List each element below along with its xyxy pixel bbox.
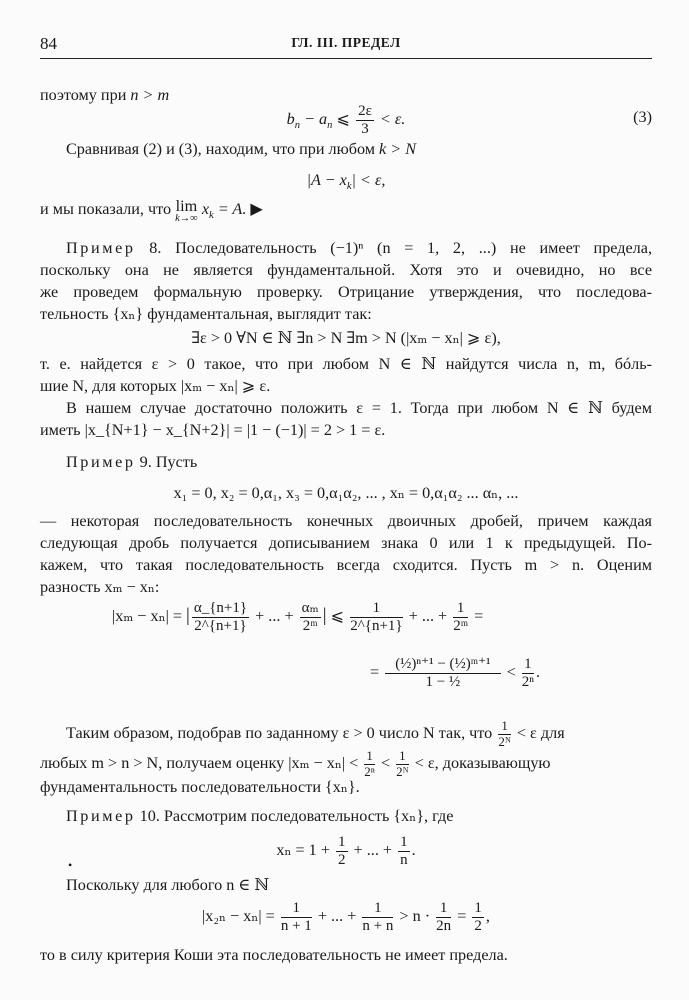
fraction-denominator: 2^{n+1} <box>350 617 403 634</box>
fraction <box>362 900 393 934</box>
text-line: т. е. найдется ε > 0 такое, что при любом N ∈ ℕ найдутся числа n, m, бóль- <box>40 355 652 373</box>
example-label: Пример <box>66 239 136 257</box>
fraction <box>192 600 249 634</box>
lim-word: lim <box>175 197 198 215</box>
fraction <box>336 834 348 868</box>
text-span: и мы показали, что <box>40 200 176 218</box>
fraction <box>364 749 375 779</box>
text-line: В нашем случае достаточно положить ε = 1. Тогда при любом N ∈ ℕ будем <box>66 399 652 417</box>
fraction-denominator: 2ᵐ <box>453 617 469 634</box>
inequality-line-2 <box>370 640 652 704</box>
fraction-denominator: 2ᵐ <box>302 617 318 634</box>
text-span: < ε для <box>512 724 565 742</box>
math-b: b <box>286 110 295 128</box>
text-span: Сравнивая (2) и (3), находим, что при любом <box>66 140 380 158</box>
fraction-denominator: 2ⁿ <box>521 673 534 690</box>
text-span: . <box>535 663 541 681</box>
math-x: x <box>197 200 210 218</box>
equation-label: (3) <box>633 108 652 126</box>
text-span: Таким образом, подобрав по заданному ε > 0 число N так, что <box>66 724 497 742</box>
fraction-numerator: 1 <box>362 900 393 918</box>
text-line: разность xₘ − xₙ: <box>40 578 160 596</box>
equation-4: $|A - x_k| < \varepsilon$, <box>306 171 386 193</box>
fraction-denominator: 2n <box>436 917 452 934</box>
text-span: , <box>485 907 490 925</box>
fraction-denominator: 2 <box>338 851 346 868</box>
math-abs: |A − x <box>306 171 347 189</box>
math-a: − a <box>300 110 328 128</box>
text-line: иметь |x_{N+1} − x_{N+2}| = |1 − (−1)| = 2 > 1 = ε. <box>40 421 386 439</box>
text-span: + ... + <box>404 607 452 625</box>
text-line: Поскольку для любого n ∈ ℕ <box>66 876 270 894</box>
formula: x₁ = 0, x₂ = 0,α₁, x₃ = 0,α₁α₂, ... , xₙ = 0,α₁α₂ ... αₙ, ... <box>173 484 519 502</box>
equation-3: $b_n - a_n$ ⩽ $\frac{2\varepsilon}{3}$ < ε. <box>286 103 406 137</box>
text-line: кажем, что такая последовательность всегда сходится. Пусть m > n. Оценим <box>40 556 652 574</box>
text-line: фундаментальность последовательности {xₙ}. <box>40 778 360 796</box>
fraction-denominator: 2ᴺ <box>498 733 511 749</box>
fraction <box>436 900 451 934</box>
fraction-numerator: 1 <box>338 834 346 851</box>
page-number: 84 <box>40 34 57 53</box>
example-label: Пример <box>66 453 136 471</box>
fraction <box>350 600 402 634</box>
text-span: + ... + <box>349 841 397 859</box>
text-span: = <box>453 907 471 925</box>
math-abs: |xₘ − xₙ| = <box>112 607 187 625</box>
fraction <box>522 656 534 690</box>
fraction <box>453 600 468 634</box>
text-span: < <box>376 754 395 772</box>
example-8-line <box>66 237 652 259</box>
formula <box>40 894 652 938</box>
fraction-denominator: 2ⁿ <box>364 763 375 779</box>
text-span: 10. Рассмотрим последовательность {xₙ}, где <box>135 807 454 825</box>
page-header <box>40 34 652 56</box>
example-10-line <box>66 805 652 827</box>
math-inline: k > N <box>379 140 417 158</box>
text-span: 8. Последовательность (−1)ⁿ (n = 1, 2, ...) не имеет предела, <box>135 239 652 257</box>
fraction-denominator: 3 <box>361 120 369 137</box>
text-span: 9. Пусть <box>135 453 198 471</box>
text-span: . <box>411 841 416 859</box>
fraction <box>356 103 374 137</box>
text-span: + ... + <box>313 907 361 925</box>
text-line: шие N, для которых |xₘ − xₙ| ⩾ ε. <box>40 377 271 395</box>
fraction-numerator: 1 <box>453 600 468 618</box>
fraction-numerator: (½)ⁿ⁺¹ − (½)ᵐ⁺¹ <box>385 656 500 674</box>
running-head: ГЛ. III. ПРЕДЕЛ <box>291 35 401 50</box>
fraction <box>396 749 409 779</box>
fraction-numerator: 1 <box>400 834 408 851</box>
text-line: — некоторая последовательность конечных двоичных дробей, причем каждая <box>40 512 652 530</box>
fraction <box>472 900 484 934</box>
text-line <box>66 718 652 749</box>
lim-subscript: k→∞ <box>175 213 198 225</box>
fraction-denominator: n + n <box>362 917 394 934</box>
stray-dot: • <box>68 858 73 872</box>
fraction-numerator: 1 <box>281 900 312 918</box>
text-span: > n · <box>395 907 435 925</box>
math-inline: n > m <box>130 86 170 104</box>
fraction-denominator: 2^{n+1} <box>194 617 247 634</box>
fraction-denominator: 2ᴺ <box>396 763 409 779</box>
fraction <box>398 834 410 868</box>
formula <box>40 828 652 872</box>
fraction-numerator: 1 <box>396 749 409 764</box>
text-span: ⩽ <box>326 607 349 625</box>
fraction-numerator: 1 <box>522 656 534 674</box>
fraction-numerator: 1 <box>498 719 511 734</box>
inequality-line-1: |xₘ − xₙ| = | $\frac{\alpha\_\{n+1\}}{2\^{}\{n+1\}}$ + ... + $\frac{\text{αₘ}}{\text{2ᵐ}}$ | ⩽ $\frac{1}{2\^{}\{n+1\}}$ + ... + $\frac{1}{\text{2ᵐ}}$ = <box>112 600 484 634</box>
text-span: + ... + <box>251 607 298 625</box>
text-span: |x₂ₙ − xₙ| = <box>202 907 279 925</box>
fraction-numerator: 1 <box>364 749 375 764</box>
text-line: поскольку она не является фундаментальной. Хотя это и очевидно, но все <box>40 261 652 279</box>
math-abs-end: | < ε, <box>351 171 386 189</box>
text-line: и мы показали, что lim k→∞ $x_k = A$. ▶ <box>40 197 263 225</box>
fraction-numerator: 2ε <box>358 103 372 120</box>
text-line: то в силу критерия Коши эта последовательность не имеет предела. <box>40 946 508 964</box>
text-span: любых m > n > N, получаем оценку |xₘ − xₙ| < <box>40 754 363 772</box>
fraction-numerator: αₘ <box>301 600 319 617</box>
text-span: < ε, доказывающую <box>410 754 551 772</box>
text-line <box>40 748 652 779</box>
text-span: < <box>502 663 520 681</box>
header-rule <box>40 58 652 59</box>
fraction <box>300 600 321 634</box>
fraction-numerator: 1 <box>350 600 402 618</box>
fraction-numerator: 1 <box>474 900 482 917</box>
fraction-denominator: n <box>400 851 408 868</box>
fraction <box>385 656 500 690</box>
fraction <box>498 719 511 749</box>
math-tail: = A. ▶ <box>213 200 263 218</box>
text-span: = <box>470 607 484 625</box>
text-line <box>66 138 652 160</box>
text-line: тельность {xₙ} фундаментальная, выглядит так: <box>40 305 372 323</box>
example-9-line <box>66 451 652 473</box>
text-span: = <box>370 663 384 681</box>
fraction <box>281 900 312 934</box>
fraction-numerator: 1 <box>436 900 451 918</box>
math-tail: < ε. <box>375 110 406 128</box>
text-line: следующая дробь получается дописыванием знака 0 или 1 к предыдущей. По- <box>40 534 652 552</box>
text-span: xₙ = 1 + <box>276 841 334 859</box>
fraction-denominator: 1 − ½ <box>425 673 461 690</box>
fraction-denominator: 2 <box>474 917 482 934</box>
example-label: Пример <box>66 807 136 825</box>
limit-operator <box>175 198 198 225</box>
fraction-denominator: n + 1 <box>280 917 312 934</box>
formula: ∃ε > 0 ∀N ∈ ℕ ∃n > N ∃m > N (|xₘ − xₙ| ⩾ ε), <box>191 329 501 347</box>
text-line: же проведем формальную проверку. Отрицание утверждения, что последова- <box>40 283 652 301</box>
text-span: поэтому при <box>40 86 131 104</box>
fraction-numerator: α_{n+1} <box>193 600 248 617</box>
